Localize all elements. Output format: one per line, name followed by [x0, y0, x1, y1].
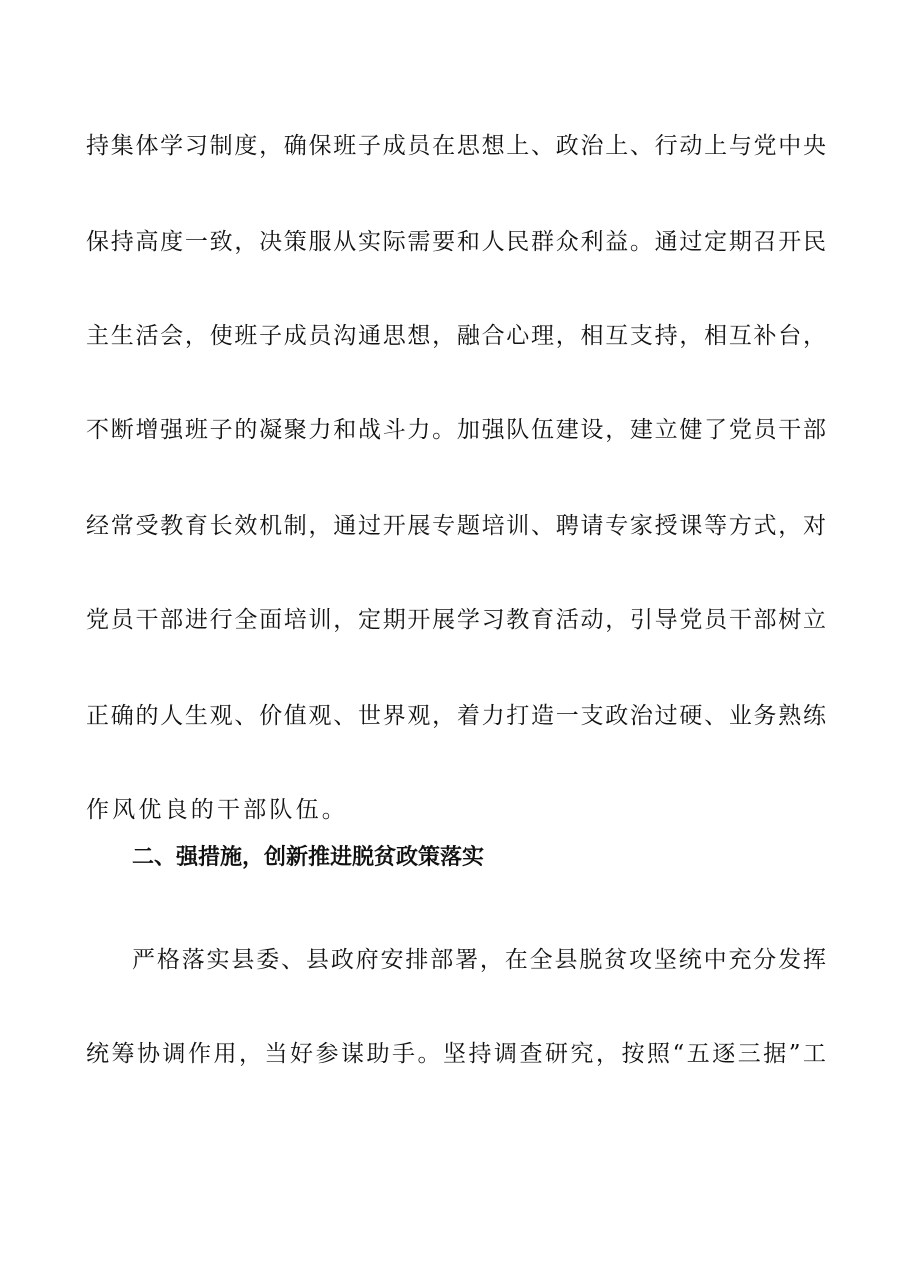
paragraph-line: 统筹协调作用，当好参谋助手。坚持调查研究，按照“五逐三据”工 — [86, 1041, 826, 1067]
paragraph-line: 正确的人生观、价值观、世界观，着力打造一支政治过硬、业务熟练 — [86, 703, 826, 729]
paragraph-line: 主生活会，使班子成员沟通思想，融合心理，相互支持，相互补台， — [86, 323, 826, 349]
paragraph-line: 作风优良的干部队伍。 — [86, 797, 348, 823]
paragraph-line: 党员干部进行全面培训，定期开展学习教育活动，引导党员干部树立 — [86, 607, 826, 633]
paragraph-line: 严格落实县委、县政府安排部署，在全县脱贫攻坚统中充分发挥 — [132, 947, 826, 973]
section-heading: 二、强措施，创新推进脱贫政策落实 — [132, 845, 485, 870]
paragraph-line: 保持高度一致，决策服从实际需要和人民群众利益。通过定期召开民 — [86, 229, 826, 255]
paragraph-line: 持集体学习制度，确保班子成员在思想上、政治上、行动上与党中央 — [86, 133, 826, 159]
paragraph-line: 经常受教育长效机制，通过开展专题培训、聘请专家授课等方式，对 — [86, 513, 826, 539]
paragraph-line: 不断增强班子的凝聚力和战斗力。加强队伍建设，建立健了党员干部 — [86, 417, 826, 443]
